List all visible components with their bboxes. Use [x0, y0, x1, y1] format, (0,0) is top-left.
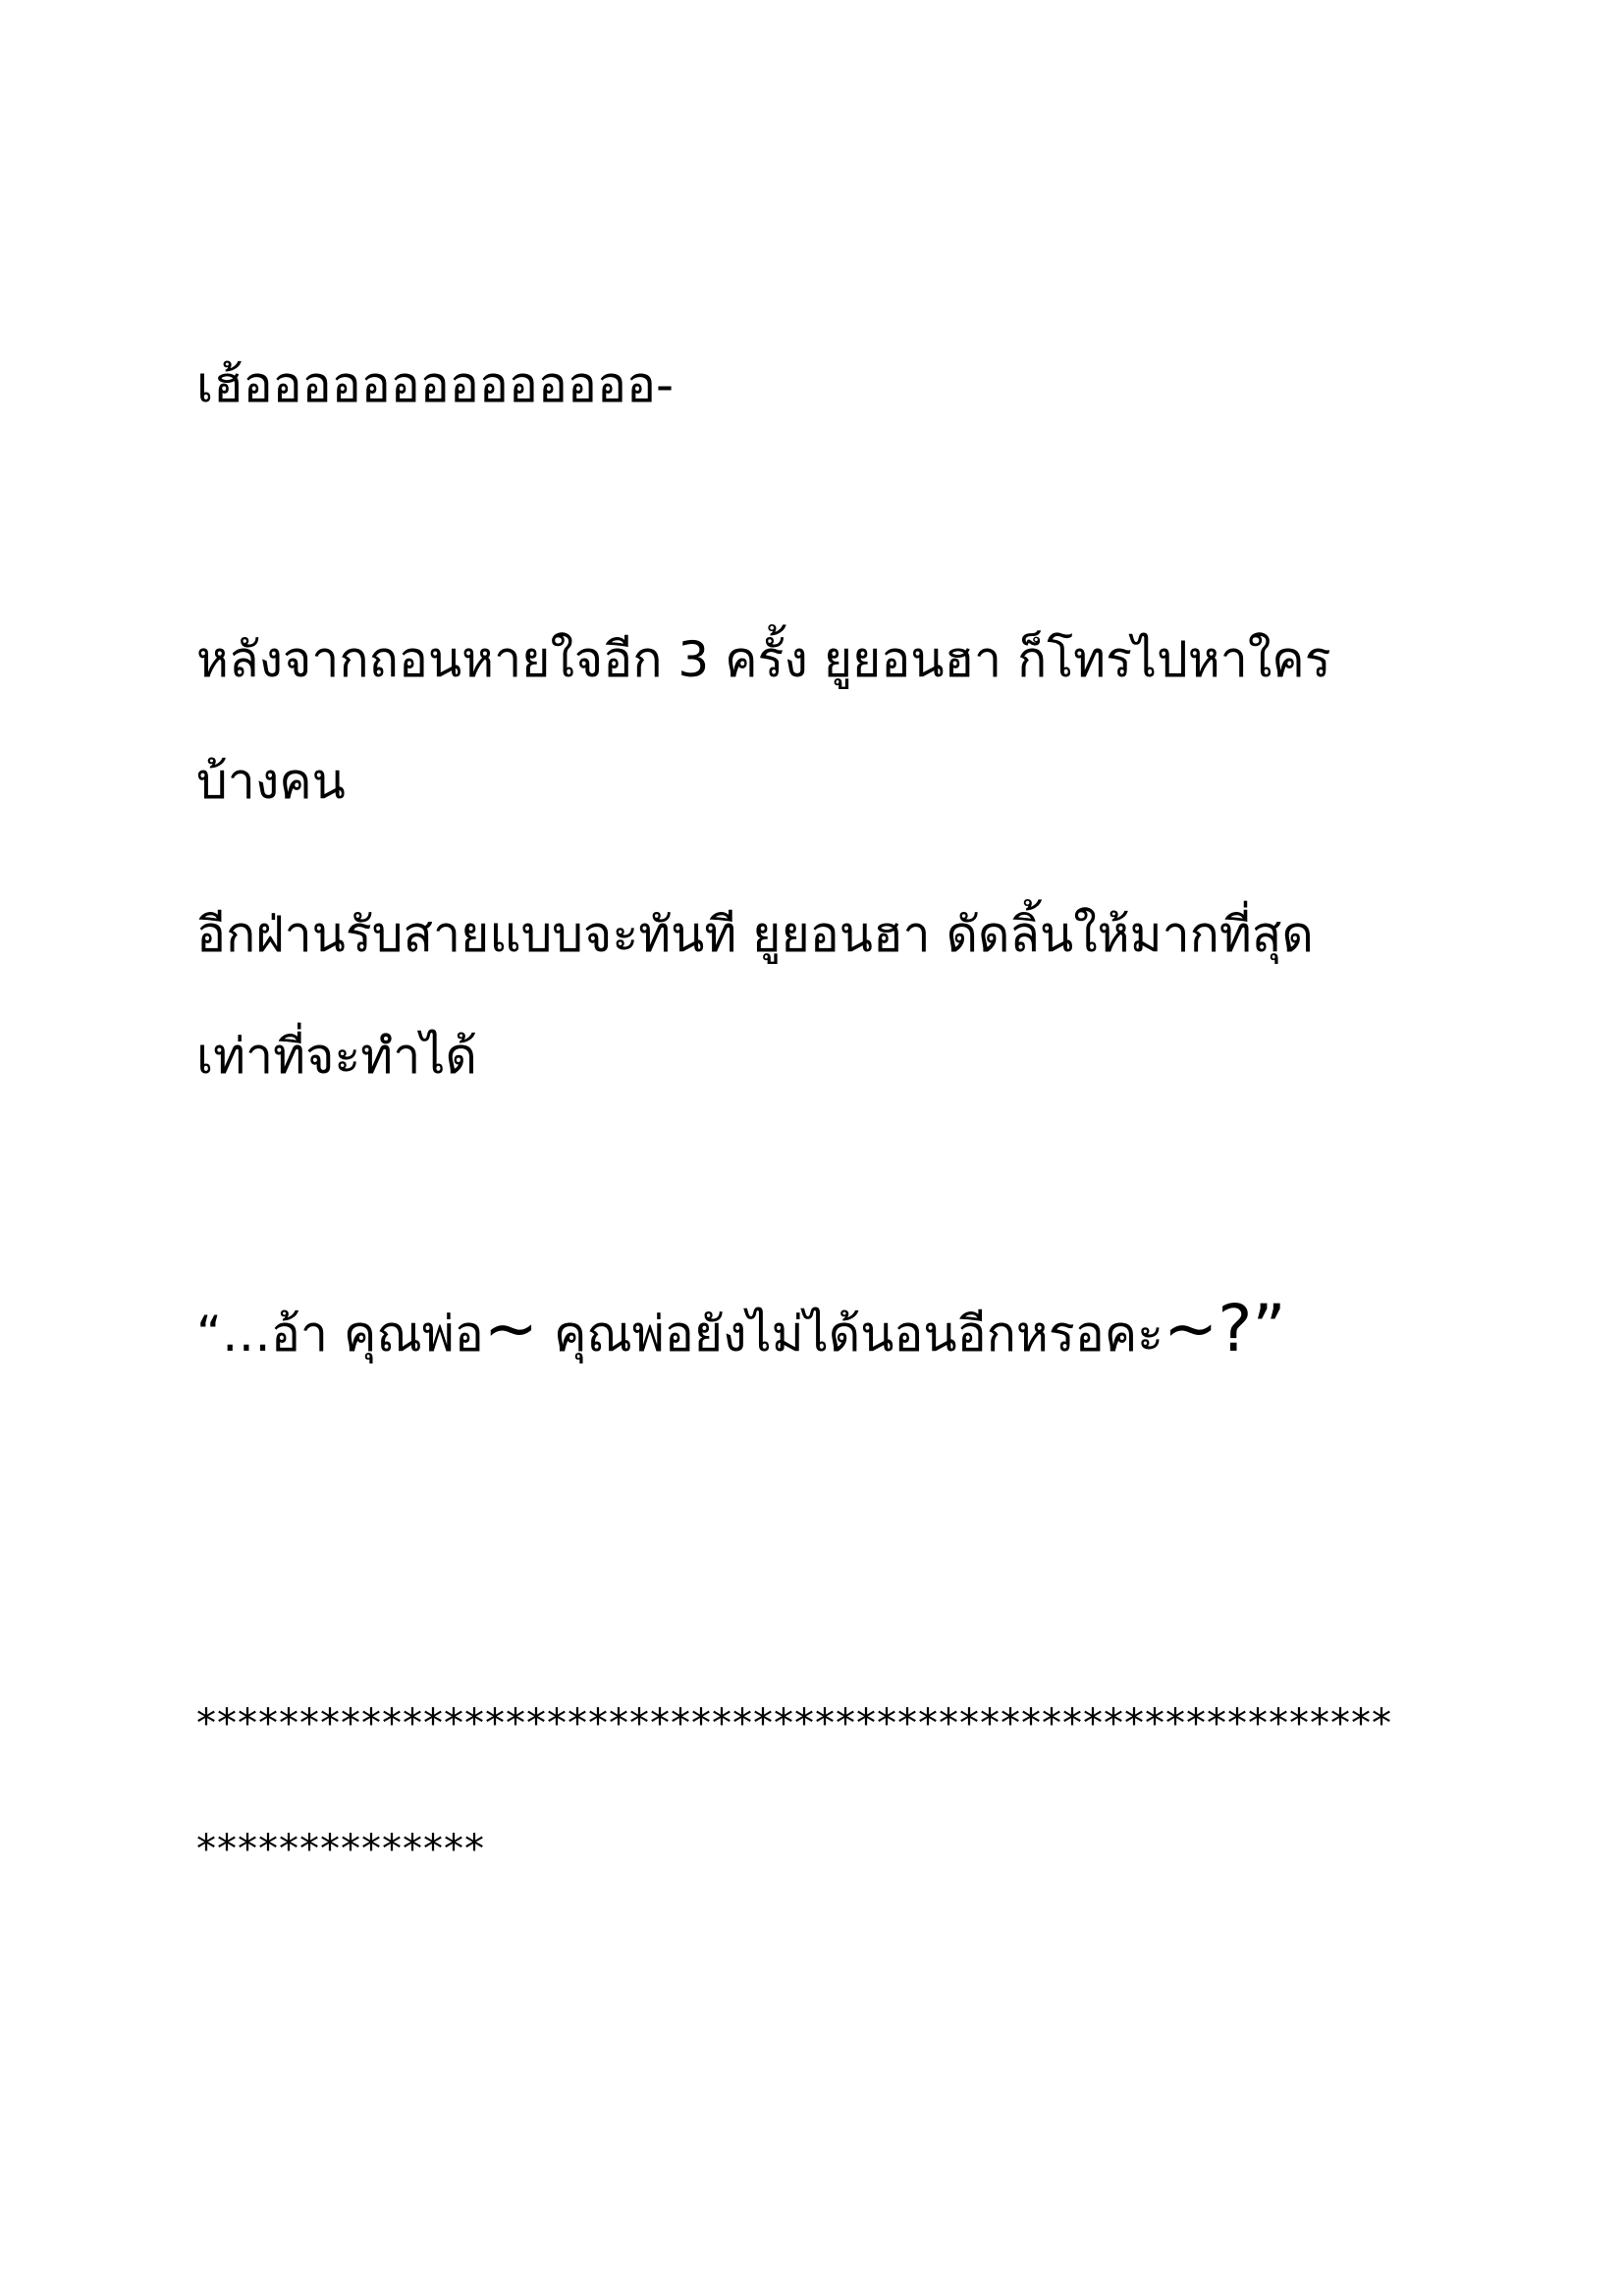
paragraph-answer-line1: อีกฝ่านรับสายแบบจะทันที ยูยอนฮา ดัดลิ้นให้มากที่สุด	[196, 906, 1314, 963]
paragraph-call-line2: บ้างคน	[196, 753, 346, 810]
dialogue-tilde2: ~?	[1164, 1291, 1253, 1366]
paragraph-answer-line2: เท่าที่จะทำได้	[196, 1028, 477, 1085]
dialogue-part1: “…อ้า คุณพ่อ	[196, 1306, 484, 1362]
dialogue-part2: คุณพ่อยังไม่ได้นอนอีกหรอคะ	[538, 1306, 1164, 1362]
dialogue-line	[196, 1290, 1286, 1373]
dialogue-tilde1: ~	[483, 1291, 539, 1366]
paragraph-call-line1: หลังจากถอนหายใจอีก 3 ครั้ง ยูยอนฮา ก็โทรไปหาใคร	[196, 631, 1331, 688]
paragraph-sigh: เฮ้ออออออออออออออ-	[196, 356, 675, 413]
separator-line1: **********************************************************	[196, 1701, 1392, 1746]
dialogue-close-quote: ”	[1252, 1291, 1286, 1366]
separator-line2: **************	[196, 1827, 485, 1872]
